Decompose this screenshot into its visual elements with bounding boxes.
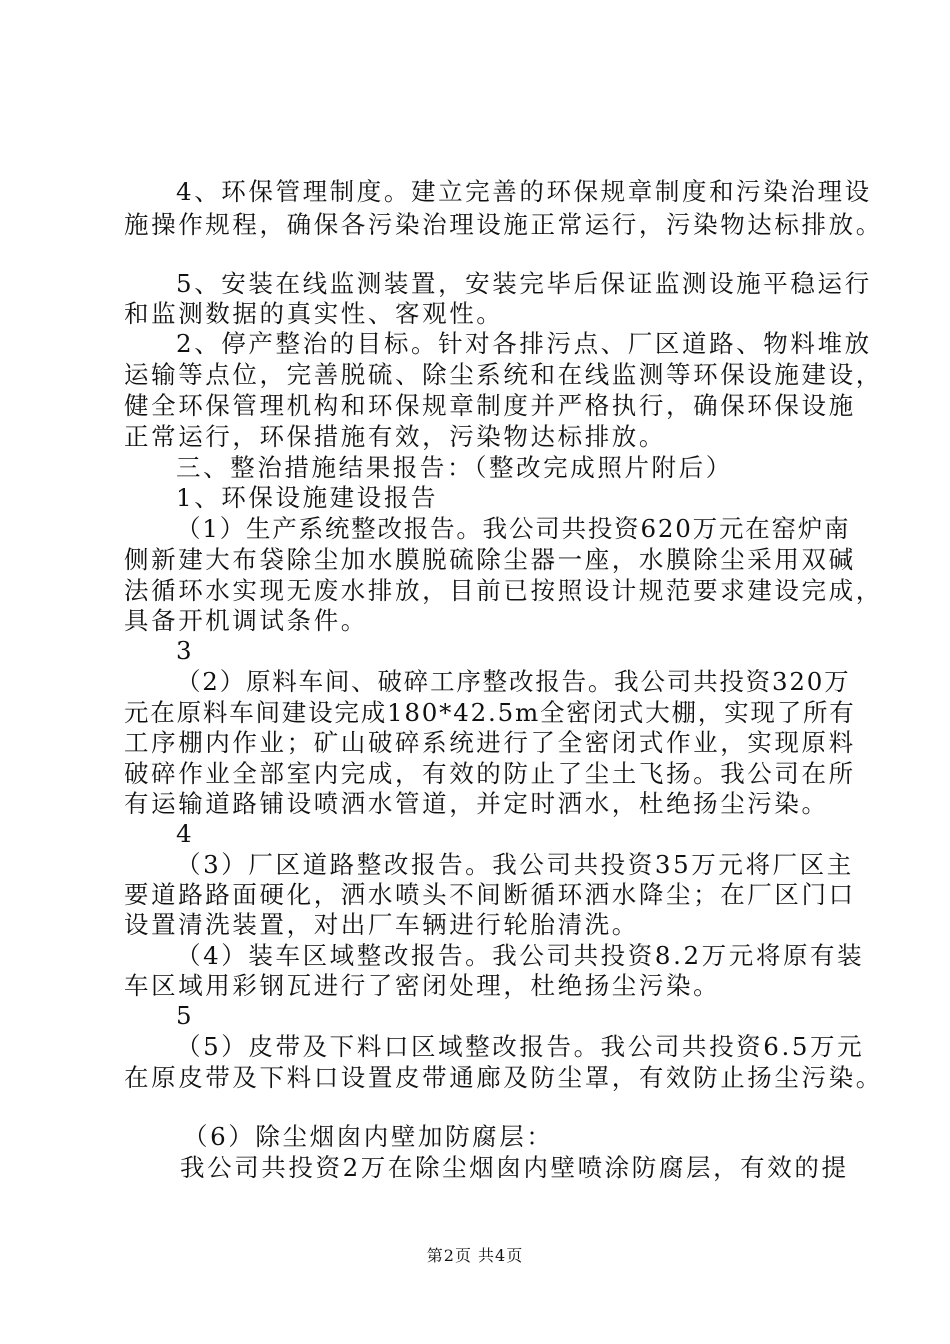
text-line: 车区域用彩钢瓦进行了密闭处理，杜绝扬尘污染。 bbox=[124, 971, 721, 1000]
text-line: （5）皮带及下料口区域整改报告。我公司共投资6.5万元 bbox=[176, 1032, 865, 1061]
text-line: 运输等点位，完善脱硫、除尘系统和在线监测等环保设施建设， bbox=[124, 360, 883, 389]
text-line: 法循环水实现无废水排放，目前已按照设计规范要求建设完成， bbox=[124, 576, 883, 605]
page-footer: 第2页 共4页 bbox=[426, 1246, 524, 1265]
text-line: （4）装车区域整改报告。我公司共投资8.2万元将原有装 bbox=[176, 941, 865, 970]
text-line: （3）厂区道路整改报告。我公司共投资35万元将厂区主 bbox=[176, 850, 854, 879]
page-marker: 5 bbox=[176, 1001, 195, 1030]
text-line: 破碎作业全部室内完成，有效的防止了尘土飞扬。我公司在所 bbox=[124, 759, 856, 788]
text-line: 有运输道路铺设喷洒水管道，并定时洒水，杜绝扬尘污染。 bbox=[124, 789, 829, 818]
text-line: 健全环保管理机构和环保规章制度并严格执行，确保环保设施 bbox=[124, 391, 856, 420]
text-line: 5、安装在线监测装置，安装完毕后保证监测设施平稳运行 bbox=[176, 269, 872, 298]
subsection-heading: 1、环保设施建设报告 bbox=[176, 483, 439, 512]
text-line: 设置清洗装置，对出厂车辆进行轮胎清洗。 bbox=[124, 910, 639, 939]
text-line: 侧新建大布袋除尘加水膜脱硫除尘器一座，水膜除尘采用双碱 bbox=[124, 545, 856, 574]
text-line: 2、停产整治的目标。针对各排污点、厂区道路、物料堆放 bbox=[176, 329, 872, 358]
text-line: 工序棚内作业；矿山破碎系统进行了全密闭式作业，实现原料 bbox=[124, 728, 856, 757]
text-line: 4、环保管理制度。建立完善的环保规章制度和污染治理设 bbox=[176, 177, 872, 206]
page-marker: 4 bbox=[176, 819, 195, 848]
text-line: （6）除尘烟囱内壁加防腐层： bbox=[183, 1122, 554, 1151]
text-line: 和监测数据的真实性、客观性。 bbox=[124, 299, 504, 328]
text-line: （2）原料车间、破碎工序整改报告。我公司共投资320万 bbox=[176, 667, 851, 696]
text-line: 正常运行，环保措施有效，污染物达标排放。 bbox=[124, 422, 666, 451]
text-line: 元在原料车间建设完成180*42.5m全密闭式大棚，实现了所有 bbox=[124, 698, 856, 727]
page-marker: 3 bbox=[176, 636, 195, 665]
text-line: 具备开机调试条件。 bbox=[124, 606, 368, 635]
text-line: 要道路路面硬化，洒水喷头不间断循环洒水降尘；在厂区门口 bbox=[124, 880, 856, 909]
text-line: 我公司共投资2万在除尘烟囱内壁喷涂防腐层，有效的提 bbox=[180, 1153, 849, 1182]
section-heading: 三、整治措施结果报告：（整改完成照片附后） bbox=[176, 453, 733, 482]
text-line: 在原皮带及下料口设置皮带通廊及防尘罩，有效防止扬尘污染。 bbox=[124, 1063, 883, 1092]
text-line: 施操作规程，确保各污染治理设施正常运行，污染物达标排放。 bbox=[124, 210, 883, 239]
text-line: （1）生产系统整改报告。我公司共投资620万元在窑炉南 bbox=[176, 514, 851, 543]
